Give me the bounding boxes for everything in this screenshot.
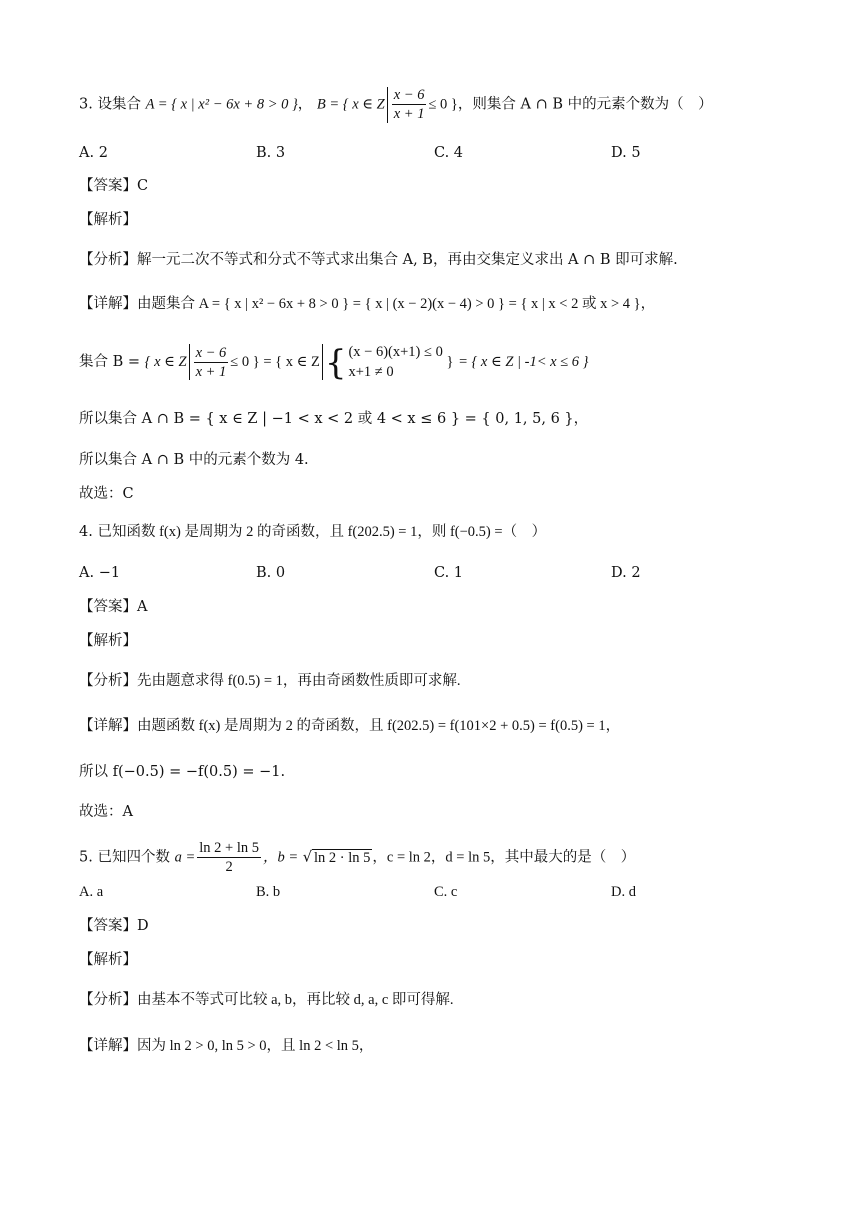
q4-detail-line1 <box>79 715 620 737</box>
q3-fraction <box>392 86 427 123</box>
q3-choose: 故选：C <box>79 486 134 502</box>
q4-fenxi-tag: 【分析】 <box>79 673 137 689</box>
q3-option-b: B. 3 <box>256 145 286 161</box>
q3-number: 3. <box>79 96 93 113</box>
q4-choose: 故选：A <box>79 804 133 820</box>
q5-answer: D <box>137 918 149 934</box>
q4-option-b: B. 0 <box>256 565 286 581</box>
q5-detail1: 因为 ln 2 > 0, ln 5 > 0，且 ln 2 < ln 5， <box>137 1038 374 1054</box>
q3-detail-tag: 【详解】 <box>79 296 137 312</box>
q3-detail1: 由题集合 A = { x | x² − 6x + 8 > 0 } = { x | (x − 2)(x − 4) > 0 } = { x | x < 2 或 x > 4 }， <box>137 296 656 312</box>
q3-set-b-head: B = { x ∈ Z <box>316 96 385 113</box>
q4-detail-tag: 【详解】 <box>79 718 137 734</box>
q5-a-num: ln 2 + ln 5 <box>199 840 259 856</box>
q5-rest: ，c = ln 2，d = ln 5，其中最大的是（ ） <box>372 849 636 866</box>
q3-frac-num: x − 6 <box>393 87 425 103</box>
q5-stem: 5. 已知四个数 a = $\frac{\ln 2 + \ln 5}{2}$ ，b = √ ln 2 · ln 5 ，c = ln 2，d = ln 5，其中最大的是（ ） <box>79 840 636 875</box>
q5-analysis-tag: 【解析】 <box>79 952 137 968</box>
q3-detail-line1 <box>79 293 655 315</box>
q5-option-b: B. b <box>256 884 281 900</box>
q5-a-eq: a = <box>174 849 196 866</box>
q3-sys-line1: (x − 6)(x+1) ≤ 0 <box>348 344 443 360</box>
q3-detail2-frac-num: x − 6 <box>195 344 227 361</box>
q4-fenxi: 先由题意求得 f(0.5) = 1，再由奇函数性质即可求解. <box>137 673 461 689</box>
q3-set-a: A = { x | x² − 6x + 8 > 0 } <box>145 96 298 113</box>
q3-detail2-system <box>348 342 442 382</box>
q5-detail-tag: 【详解】 <box>79 1038 137 1054</box>
q5-fenxi-line <box>79 989 454 1011</box>
q5-option-d: D. d <box>611 884 636 900</box>
q3-detail-line2: 集合 B = { x ∈ Z $\frac{x - 6}{x + 1}$ ≤ 0 } = { x ∈ Z { (x − 6)(x+1) ≤ 0 x+1 ≠ 0 } = { x ∈ Z | -1< x ≤ 6 } <box>79 343 589 383</box>
q4-option-d: D. 2 <box>611 565 641 581</box>
q3-detail2-post: = { x ∈ Z | -1< x ≤ 6 } <box>458 354 589 370</box>
q3-detail4: 所以集合 A ∩ B 中的元素个数为 4. <box>79 452 309 468</box>
q5-number: 5. <box>79 849 93 866</box>
q5-fenxi-tag: 【分析】 <box>79 992 137 1008</box>
q5-answer-line <box>79 915 149 937</box>
q3-analysis-tag: 【解析】 <box>79 212 137 228</box>
q5-a-den: 2 <box>225 859 233 875</box>
q3-stem-a: 设集合 <box>97 96 141 113</box>
q4-answer-line <box>79 596 147 618</box>
q3-option-d: D. 5 <box>611 145 641 161</box>
q5-b-eq: ，b = <box>262 849 299 866</box>
q5-fenxi: 由基本不等式可比较 a, b，再比较 d, a, c 即可得解. <box>137 992 454 1008</box>
q4-option-a: A. −1 <box>79 565 121 581</box>
q3-detail2-bar2 <box>322 344 323 380</box>
q4-stem-text: 已知函数 f(x) 是周期为 2 的奇函数，且 f(202.5) = 1，则 f(−0.5) =（ ） <box>97 524 547 540</box>
q3-detail2-bar <box>189 344 190 380</box>
q4-detail2: 所以 f(−0.5) = −f(0.5) = −1. <box>79 764 286 780</box>
q4-stem <box>79 521 546 543</box>
q3-fenxi-tag: 【分析】 <box>79 252 137 268</box>
q3-option-c: C. 4 <box>434 145 464 161</box>
q3-fenxi-line <box>79 249 678 271</box>
q3-frac-den: x + 1 <box>393 106 425 122</box>
q5-b-rad: ln 2 · ln 5 <box>314 849 371 866</box>
q3-option-a: A. 2 <box>79 145 108 161</box>
q3-set-b-tail: ≤ 0 } <box>428 96 458 113</box>
q5-option-a: A. a <box>79 884 104 900</box>
q4-answer: A <box>137 599 148 615</box>
q5-detail-line1 <box>79 1035 373 1057</box>
q5-option-c: C. c <box>434 884 458 900</box>
q5-a-frac <box>197 839 261 876</box>
q3-detail3: 所以集合 A ∩ B = { x ∈ Z | −1 < x < 2 或 4 < x ≤ 6 } = { 0, 1, 5, 6 }， <box>79 411 589 427</box>
q3-stem: 3. 设集合 A = { x | x² − 6x + 8 > 0 }， B = { x ∈ Z $\frac{x - 6}{x + 1}$ ≤ 0 }，则集合 A ∩ B 中的元素个数为（ ） <box>79 87 713 122</box>
q3-stem-b: ，则集合 A ∩ B 中的元素个数为（ ） <box>457 96 713 113</box>
q5-answer-tag: 【答案】 <box>79 918 137 934</box>
q3-answer-tag: 【答案】 <box>79 178 137 194</box>
q3-detail2-frac <box>194 344 229 381</box>
q3-fenxi: 解一元二次不等式和分式不等式求出集合 A, B，再由交集定义求出 A ∩ B 即可求解. <box>137 252 678 268</box>
q4-option-c: C. 1 <box>434 565 464 581</box>
q4-analysis-tag: 【解析】 <box>79 633 137 649</box>
q4-number: 4. <box>79 524 93 540</box>
q3-answer: C <box>137 178 149 194</box>
q3-answer-line <box>79 175 148 197</box>
q3-detail2-pre: 集合 B = <box>79 354 141 370</box>
q5-stem-a: 已知四个数 <box>97 849 170 866</box>
q4-answer-tag: 【答案】 <box>79 599 137 615</box>
q4-fenxi-line <box>79 670 461 692</box>
q3-sys-line2: x+1 ≠ 0 <box>348 364 394 380</box>
q4-detail1: 由题函数 f(x) 是周期为 2 的奇函数，且 f(202.5) = f(101×2 + 0.5) = f(0.5) = 1， <box>137 718 621 734</box>
q3-bar <box>387 87 388 123</box>
q3-detail2-frac-den: x + 1 <box>195 363 227 380</box>
